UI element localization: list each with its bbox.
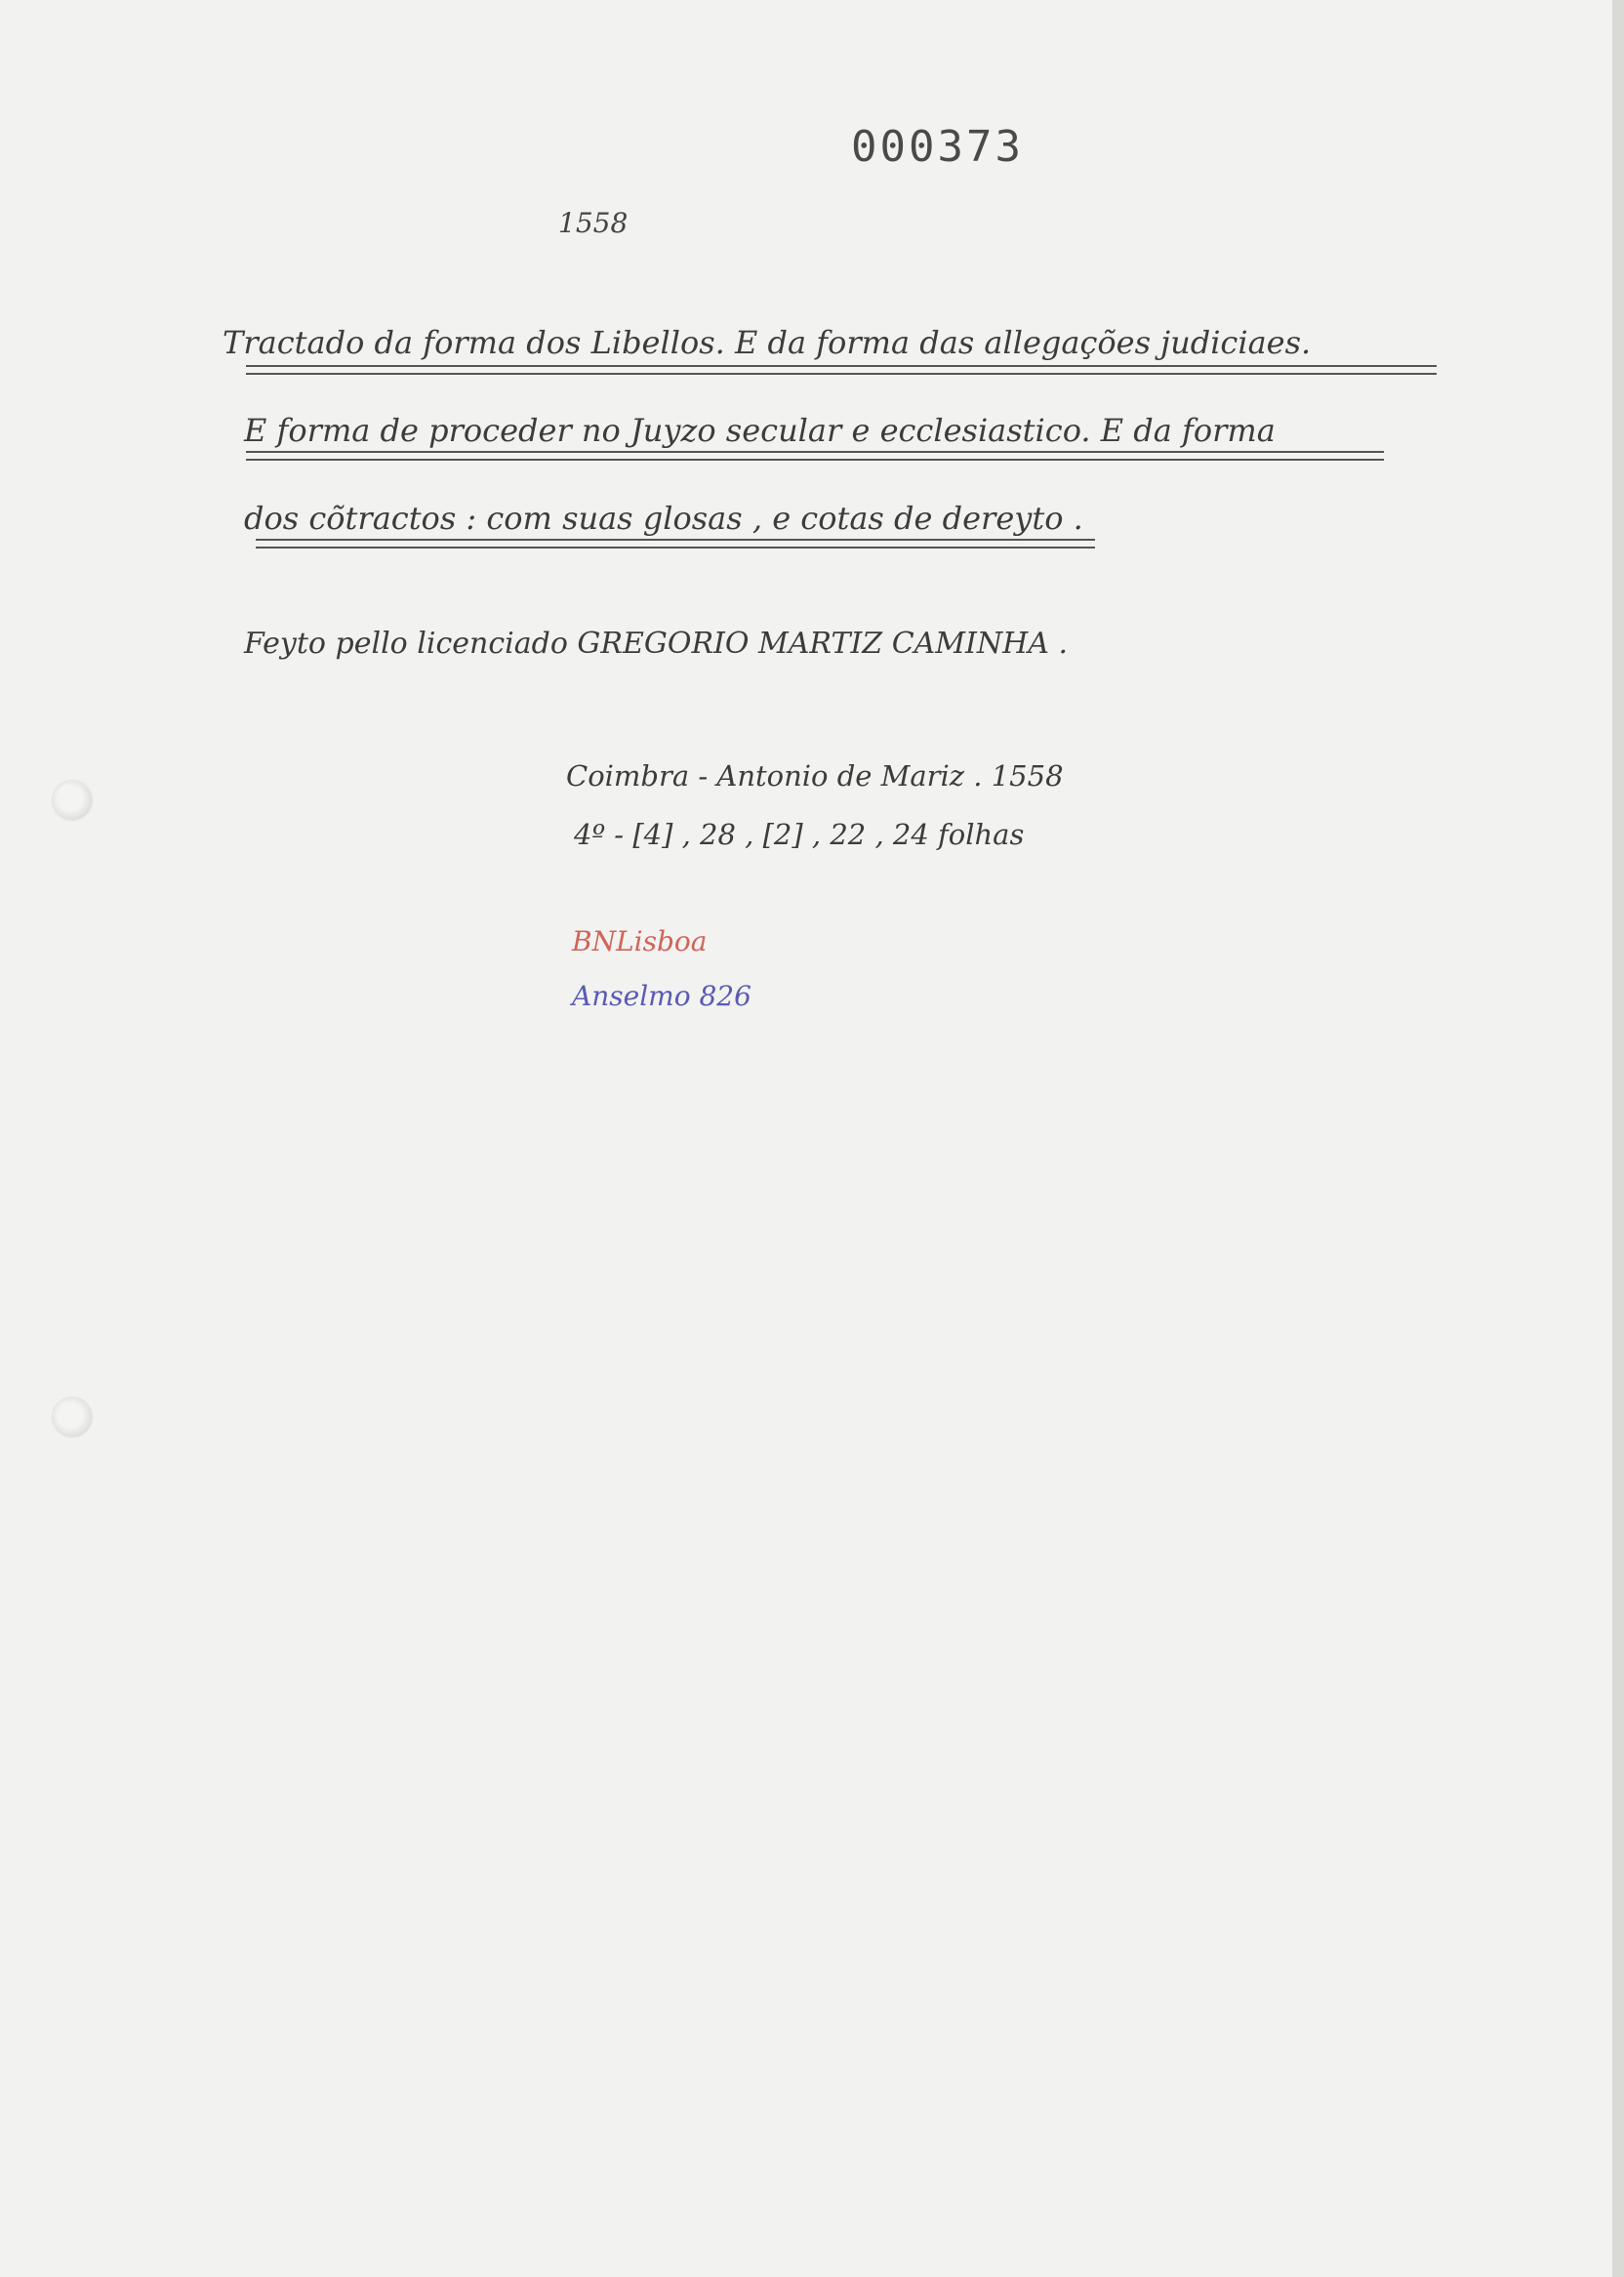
archive-stamp-number: 000373 (851, 122, 1024, 172)
document-year: 1558 (558, 207, 629, 239)
collation-line: 4º - [4] , 28 , [2] , 22 , 24 folhas (574, 818, 1025, 851)
title-line-3: dos cõtractos : com suas glosas , e cotas de dereyto . (244, 500, 1083, 537)
title-underline-1 (246, 365, 1437, 375)
imprint-line: Coimbra - Antonio de Mariz . 1558 (566, 759, 1064, 793)
punch-hole-bottom (53, 1398, 92, 1437)
punch-hole-top (53, 781, 92, 820)
author-line: Feyto pello licenciado GREGORIO MARTIZ CAMINHA . (244, 627, 1069, 661)
title-line-2: E forma de proceder no Juyzo secular e ecclesiastico. E da forma (244, 412, 1276, 449)
title-underline-2 (246, 451, 1384, 461)
bibliography-reference: Anselmo 826 (572, 980, 751, 1012)
title-line-1: Tractado da forma dos Libellos. E da forma das allegações judiciaes. (223, 324, 1312, 361)
title-underline-3 (256, 539, 1095, 549)
library-location: BNLisboa (572, 925, 708, 957)
